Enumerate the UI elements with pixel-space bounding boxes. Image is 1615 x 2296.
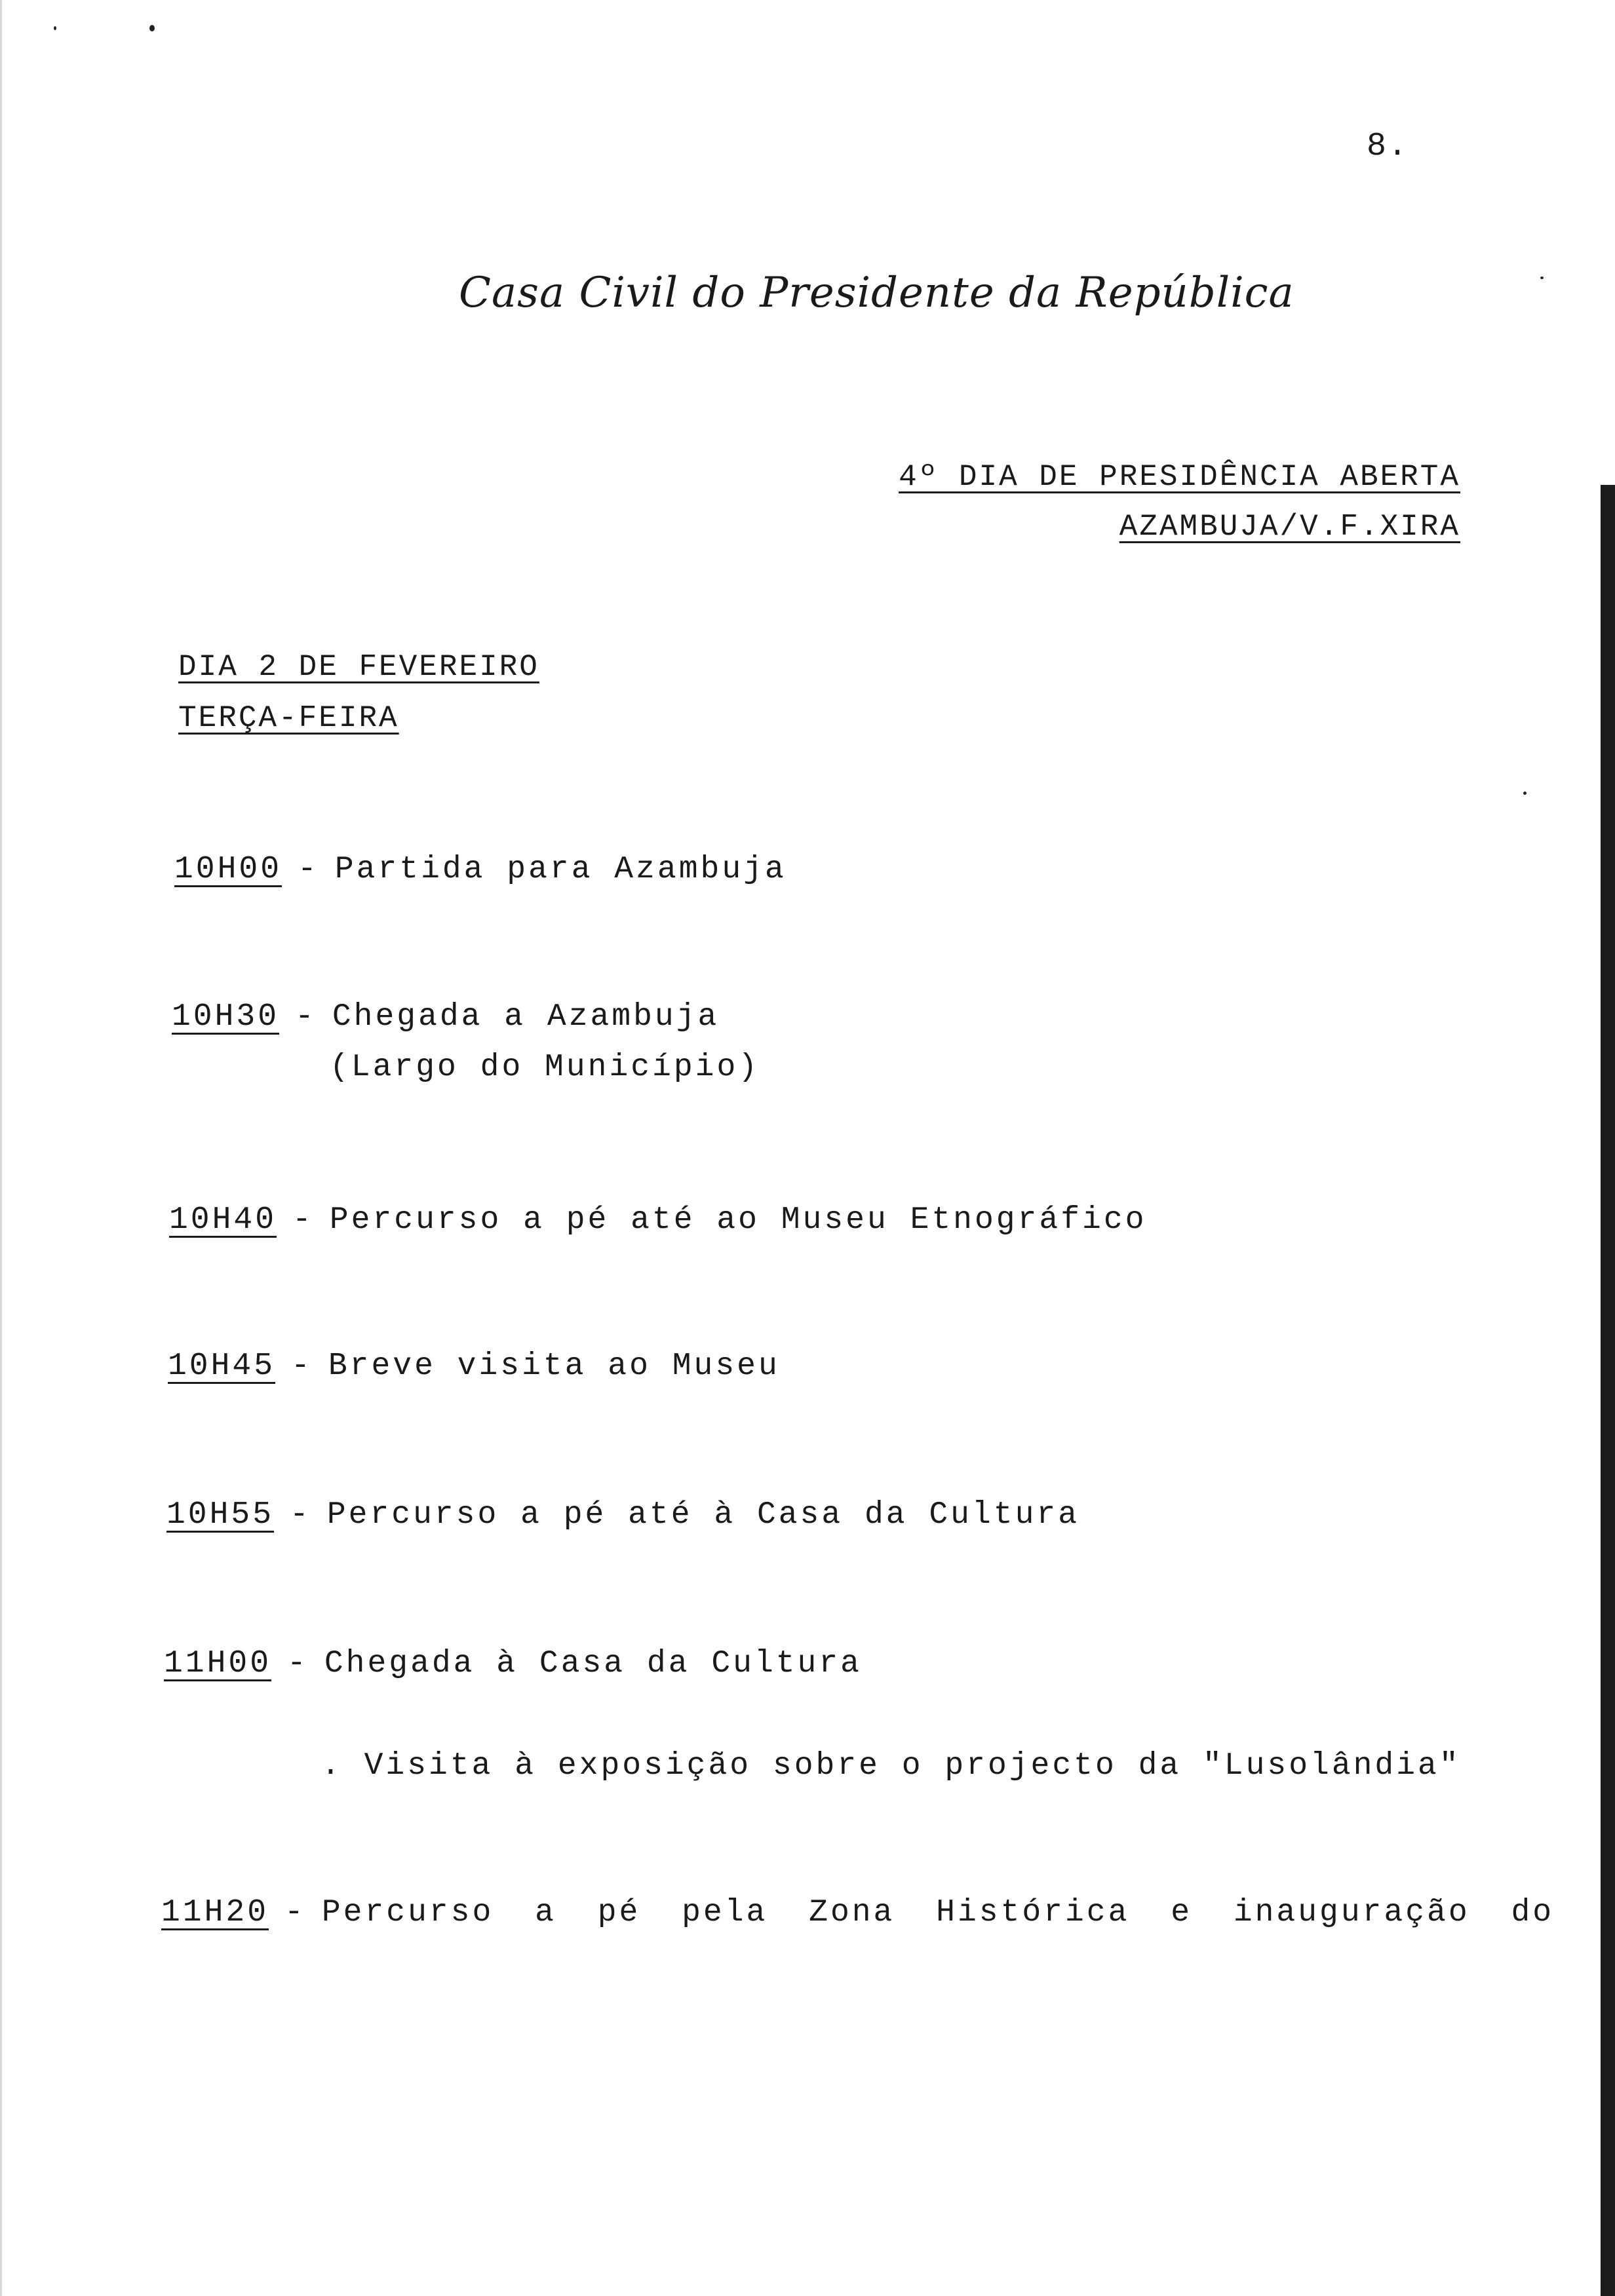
scan-speck bbox=[1540, 277, 1544, 279]
schedule-time: 10H40 bbox=[169, 1202, 277, 1238]
schedule-item bbox=[164, 1646, 862, 1681]
schedule-item bbox=[166, 1497, 1080, 1533]
schedule-item bbox=[174, 852, 787, 887]
schedule-dash: - bbox=[290, 1497, 311, 1533]
schedule-text: Percurso a pé até à Casa da Cultura bbox=[326, 1497, 1080, 1533]
schedule-text: Breve visita ao Museu bbox=[328, 1349, 780, 1384]
scan-speck bbox=[1523, 792, 1527, 795]
schedule-time: 10H00 bbox=[174, 852, 282, 887]
schedule-time: 10H45 bbox=[168, 1349, 276, 1384]
schedule-dash: - bbox=[298, 852, 319, 887]
page-number: 8. bbox=[1367, 128, 1409, 165]
event-location: AZAMBUJA/V.F.XIRA bbox=[1119, 510, 1460, 544]
scan-speck bbox=[54, 26, 56, 30]
scan-speck bbox=[149, 25, 155, 31]
schedule-text: Percurso a pé pela Zona Histórica e inauguração do bbox=[321, 1895, 1555, 1930]
page-right-edge-shadow bbox=[1601, 485, 1615, 2296]
schedule-text: Chegada à Casa da Cultura bbox=[324, 1646, 862, 1681]
schedule-bullet: . Visita à exposição sobre o projecto da "Lusolândia" bbox=[321, 1748, 1461, 1784]
page-left-edge bbox=[0, 0, 2, 2296]
schedule-text: Chegada a Azambuja bbox=[332, 999, 720, 1035]
schedule-dash: - bbox=[284, 1895, 306, 1930]
schedule-item bbox=[161, 1895, 1554, 1930]
schedule-dash: - bbox=[287, 1646, 309, 1681]
schedule-dash: - bbox=[291, 1349, 313, 1384]
schedule-item bbox=[168, 1349, 780, 1384]
event-title: 4º DIA DE PRESIDÊNCIA ABERTA bbox=[899, 460, 1460, 494]
date-line: DIA 2 DE FEVEREIRO bbox=[178, 650, 539, 684]
schedule-text: Percurso a pé até ao Museu Etnográfico bbox=[329, 1202, 1147, 1238]
schedule-time: 10H55 bbox=[166, 1497, 275, 1533]
schedule-dash: - bbox=[292, 1202, 314, 1238]
schedule-item bbox=[172, 999, 719, 1035]
weekday-line: TERÇA-FEIRA bbox=[178, 701, 399, 735]
schedule-time: 11H20 bbox=[161, 1895, 269, 1930]
schedule-time: 10H30 bbox=[172, 999, 280, 1035]
schedule-dash: - bbox=[295, 999, 317, 1035]
schedule-text: Partida para Azambuja bbox=[334, 852, 787, 887]
schedule-time: 11H00 bbox=[164, 1646, 272, 1681]
schedule-continuation: (Largo do Município) bbox=[330, 1050, 760, 1085]
schedule-item bbox=[169, 1202, 1146, 1238]
letterhead: Casa Civil do Presidente da República bbox=[459, 269, 1294, 317]
